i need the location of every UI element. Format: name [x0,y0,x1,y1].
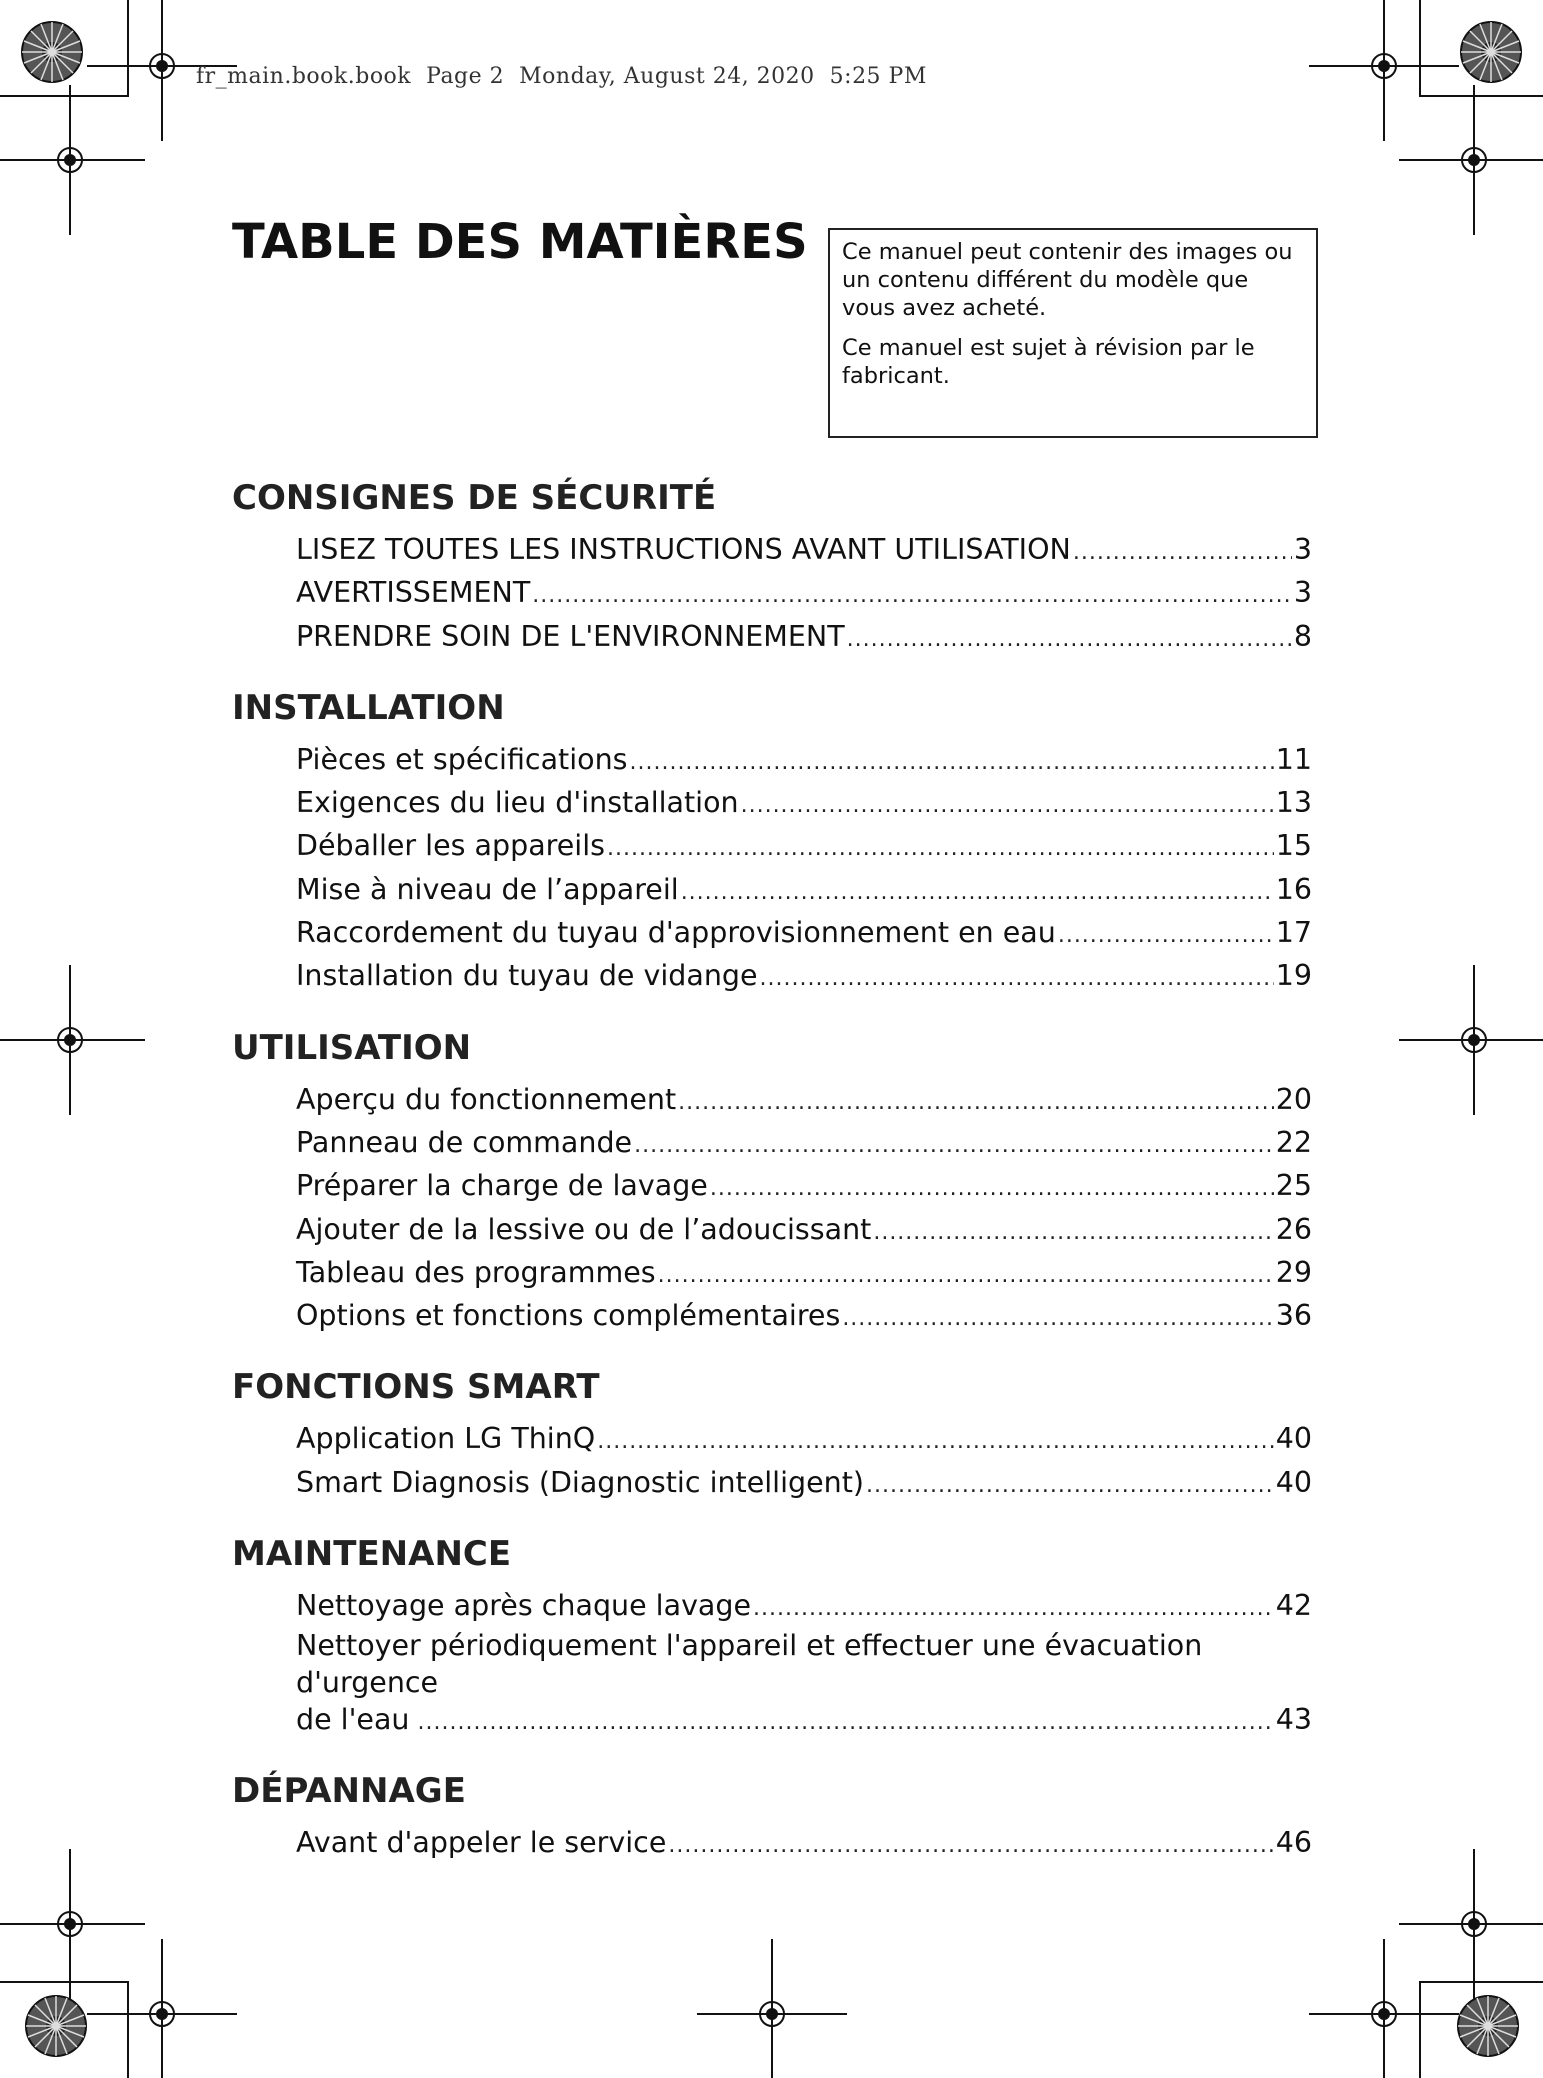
dot-leader [866,1464,1274,1507]
toc-section-safety [232,476,1312,658]
toc-entry-label: Raccordement du tuyau d'approvisionnement en eau [296,916,1056,950]
toc-entry[interactable] [296,615,1312,658]
toc-entry-label: Panneau de commande [296,1125,633,1159]
toc-entry-label: Aperçu du fonctionnement [296,1082,677,1116]
toc-page-number: 20 [1275,1082,1312,1116]
toc-page-number: 19 [1275,959,1312,993]
toc-entry[interactable] [296,738,1312,781]
toc-section-smart [232,1365,1312,1504]
section-title: MAINTENANCE [232,1534,512,1575]
toc-section-installation [232,686,1312,998]
registration-mark-icon [697,1939,847,2078]
dot-leader [753,1587,1274,1630]
toc-page-number: 42 [1275,1589,1312,1623]
dot-leader [842,1297,1273,1340]
dot-leader [597,1420,1274,1463]
dot-leader [710,1167,1274,1210]
print-header: fr_main.book.book Page 2 Monday, August 24, 2020 5:25 PM [196,64,927,89]
toc-entry[interactable] [296,1164,1312,1207]
toc-page-number: 40 [1275,1465,1312,1499]
toc-entry[interactable] [296,528,1312,571]
color-target-icon [26,1996,86,2056]
toc-entry-label: Avant d'appeler le service [296,1826,667,1860]
toc-entry-label: Smart Diagnosis (Diagnostic intelligent) [296,1465,864,1499]
toc-entry[interactable] [296,1584,1312,1627]
toc-entry[interactable] [296,1251,1312,1294]
toc-section-utilisation [232,1026,1312,1338]
toc-entry-label: Options et fonctions complémentaires [296,1299,841,1333]
table-of-contents [232,476,1312,1865]
toc-page-number: 40 [1275,1422,1312,1456]
toc-entry[interactable] [296,824,1312,867]
toc-entry[interactable] [296,1121,1312,1164]
toc-page-number: 25 [1275,1169,1312,1203]
toc-entry-label: Application LG ThinQ [296,1422,596,1456]
toc-entry-label: Exigences du lieu d'installation [296,786,739,820]
dot-leader [678,1081,1274,1124]
dot-leader [629,741,1273,784]
dot-leader [873,1211,1273,1254]
toc-entry-label: Déballer les appareils [296,829,605,863]
toc-entry[interactable] [296,781,1312,824]
toc-entry-label: Pièces et spécifications [296,742,628,776]
registration-mark-icon [0,85,145,235]
toc-page-number: 16 [1275,872,1312,906]
toc-page-number: 36 [1275,1299,1312,1333]
toc-entry[interactable] [296,868,1312,911]
toc-page-number: 26 [1275,1212,1312,1246]
toc-section-maintenance [232,1532,1312,1741]
toc-entry-label: LISEZ TOUTES LES INSTRUCTIONS AVANT UTILISATION [296,533,1071,566]
toc-entry[interactable] [296,1821,1312,1864]
toc-entry-label: Installation du tuyau de vidange [296,959,758,993]
dot-leader [1058,914,1274,957]
toc-entry[interactable] [296,1294,1312,1337]
toc-page-number: 15 [1275,829,1312,863]
registration-mark-icon [87,1939,237,2078]
section-title: UTILISATION [232,1027,472,1068]
dot-leader [847,618,1292,661]
toc-page-number: 8 [1293,619,1312,653]
section-title: CONSIGNES DE SÉCURITÉ [232,478,717,518]
toc-entry-label: Ajouter de la lessive ou de l’adoucissant [296,1212,872,1246]
toc-entry[interactable] [296,571,1312,614]
toc-entry-label: Nettoyage après chaque lavage [296,1589,752,1623]
page-title: TABLE DES MATIÈRES [232,214,808,270]
dot-leader [1073,531,1292,574]
dot-leader [634,1124,1274,1167]
toc-page-number: 11 [1275,742,1312,776]
registration-mark-icon [1399,1849,1543,1999]
registration-mark-icon [1309,1939,1459,2078]
dot-leader [532,574,1292,617]
color-target-icon [22,22,82,82]
toc-entry[interactable] [296,1461,1312,1504]
toc-entry[interactable] [296,911,1312,954]
registration-mark-icon [1309,0,1459,141]
dot-leader [741,784,1274,827]
dot-leader [418,1704,1274,1741]
toc-entry-label: Tableau des programmes [296,1255,656,1289]
notice-paragraph: Ce manuel peut contenir des images ou un contenu différent du modèle que vous avez acheté. [842,239,1293,321]
toc-entry-label: Préparer la charge de lavage [296,1169,708,1203]
registration-mark-icon [0,965,145,1115]
dot-leader [658,1254,1274,1297]
dot-leader [668,1824,1273,1867]
toc-section-troubleshooting [232,1769,1312,1864]
toc-entry-label: AVERTISSEMENT [296,576,531,610]
color-target-icon [1458,1996,1518,2056]
section-title: INSTALLATION [232,687,505,728]
toc-entry-label: PRENDRE SOIN DE L'ENVIRONNEMENT [296,619,845,653]
dot-leader [607,827,1274,870]
toc-entry[interactable] [296,1208,1312,1251]
toc-entry-label-continued: de l'eau [296,1703,410,1737]
registration-mark-icon [0,1849,145,1999]
toc-page-number: 17 [1275,916,1312,950]
toc-entry[interactable] [296,1078,1312,1121]
toc-entry[interactable] [296,954,1312,997]
notice-paragraph: Ce manuel est sujet à révision par le fabricant. [842,335,1255,389]
toc-entry[interactable] [296,1627,1312,1741]
toc-entry-label: Nettoyer périodiquement l'appareil et effectuer une évacuation d'urgence [296,1629,1203,1700]
section-title: FONCTIONS SMART [232,1367,600,1408]
toc-page-number: 3 [1293,576,1312,610]
toc-page-number: 13 [1275,786,1312,820]
toc-page-number: 29 [1275,1255,1312,1289]
section-title: DÉPANNAGE [232,1771,466,1812]
toc-entry[interactable] [296,1417,1312,1460]
dot-leader [760,957,1274,1000]
dot-leader [681,871,1274,914]
toc-entry-label: Mise à niveau de l’appareil [296,872,679,906]
color-target-icon [1461,22,1521,82]
toc-page-number: 3 [1293,533,1312,566]
registration-mark-icon [1399,85,1543,235]
toc-page-number: 22 [1275,1125,1312,1159]
toc-page-number: 46 [1275,1826,1312,1860]
notice-box [828,228,1318,438]
registration-mark-icon [1399,965,1543,1115]
toc-page-number: 43 [1275,1703,1312,1737]
